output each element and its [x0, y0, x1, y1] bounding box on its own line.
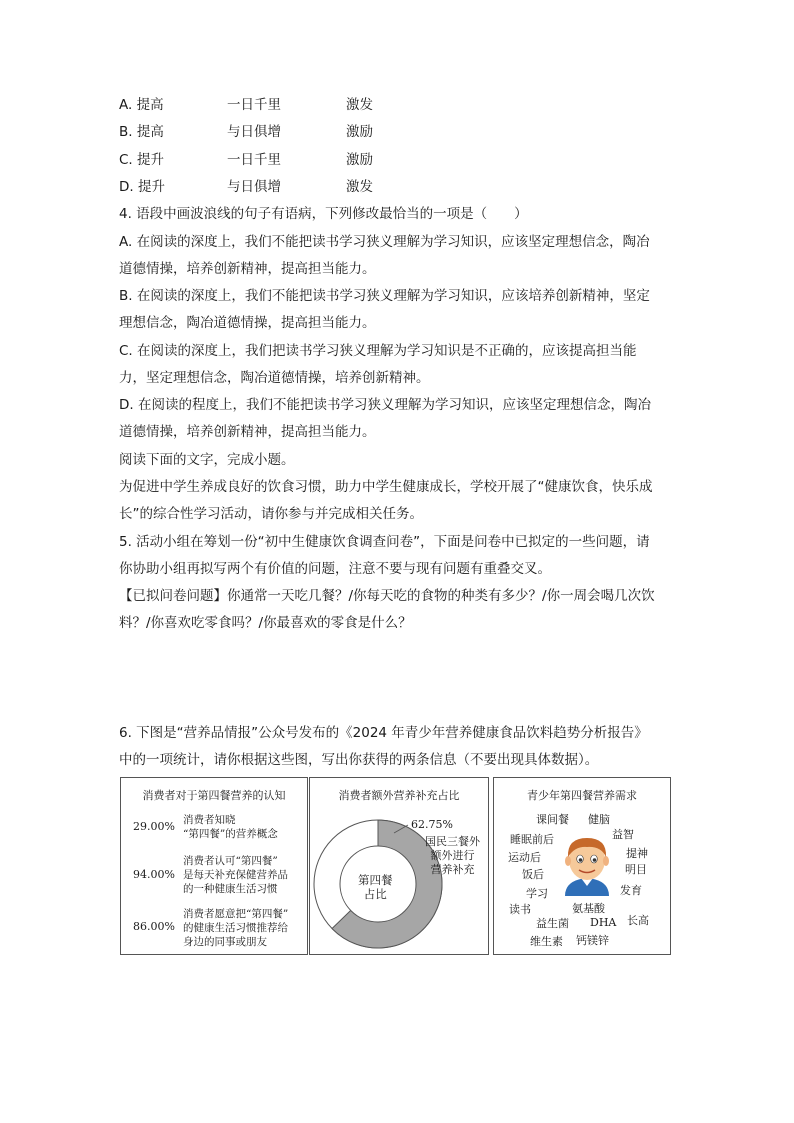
stat-1-value: 29.00% [133, 820, 175, 833]
stat-2-value: 94.00% [133, 868, 175, 881]
word-dha: DHA [590, 916, 617, 929]
figure-awareness-title: 消费者对于第四餐营养的认知 [142, 789, 286, 802]
figure-awareness [120, 777, 308, 955]
word-dushu: 读书 [509, 903, 531, 916]
option-b-w2: 与日俱增 [227, 124, 281, 140]
option-c-w1: C. 提升 [119, 152, 165, 168]
option-a-w1: A. 提高 [119, 97, 164, 113]
word-shuimian: 睡眠前后 [510, 833, 554, 846]
boy-icon [557, 830, 617, 896]
q6-line2: 中的一项统计，请你根据这些图，写出你获得的两条信息（不要出现具体数据）。 [119, 752, 599, 768]
option-c [119, 151, 373, 169]
stat-3-desc: 消费者愿意把“第四餐” 的健康生活习惯推荐给 身边的同事或朋友 [183, 908, 289, 948]
word-jiannao: 健脑 [588, 813, 610, 826]
word-weishengsu: 维生素 [530, 935, 563, 948]
word-yishengjun: 益生菌 [536, 917, 569, 930]
q4-stem: 4. 语段中画波浪线的句子有语病，下列修改最恰当的一项是（ ） [119, 206, 528, 222]
reading-line2: 长”的综合性学习活动，请你参与并完成相关任务。 [119, 506, 423, 522]
word-fanhou: 饭后 [522, 868, 544, 881]
word-zhanggao: 长高 [627, 914, 649, 927]
option-c-w3: 激励 [346, 152, 373, 168]
donut-category-label: 国民三餐外 额外进行 营养补充 [425, 835, 480, 876]
reading-instruction: 阅读下面的文字，完成小题。 [119, 452, 295, 468]
q4-c-line2: 力，坚定理想信念，陶冶道德情操，培养创新精神。 [119, 370, 430, 386]
q4-a-line2: 道德情操，培养创新精神，提高担当能力。 [119, 261, 376, 277]
word-fayu: 发育 [620, 884, 642, 897]
option-b-w1: B. 提高 [119, 124, 164, 140]
option-a-w2: 一日千里 [227, 97, 281, 113]
q5-line3: 【已拟问卷问题】你通常一天吃几餐？/你每天吃的食物的种类有多少？/你一周会喝几次饮 [119, 588, 655, 604]
figure-needs-title: 青少年第四餐营养需求 [527, 789, 637, 802]
word-xuexi: 学习 [526, 887, 548, 900]
option-d [119, 178, 373, 196]
q4-b-line2: 理想信念，陶冶道德情操，提高担当能力。 [119, 315, 376, 331]
option-d-w1: D. 提升 [119, 179, 165, 195]
q4-c-line1: C. 在阅读的深度上，我们把读书学习狭义理解为学习知识是不正确的，应该提高担当能 [119, 343, 637, 359]
word-tishen: 提神 [626, 847, 648, 860]
figure-supplement-title: 消费者额外营养补充占比 [338, 789, 460, 802]
q6-line1: 6. 下图是“营养品情报”公众号发布的《2024 年青少年营养健康食品饮料趋势分析报告》 [119, 725, 648, 741]
option-d-w3: 激发 [346, 179, 373, 195]
q5-line2: 你协助小组再拟写两个有价值的问题，注意不要与现有问题有重叠交叉。 [119, 561, 551, 577]
figure-needs [493, 777, 671, 955]
word-kejiancan: 课间餐 [536, 813, 569, 826]
option-d-w2: 与日俱增 [227, 179, 281, 195]
option-b [119, 123, 373, 141]
q5-line4: 料？/你喜欢吃零食吗？/你最喜欢的零食是什么？ [119, 615, 412, 631]
word-yizhi: 益智 [612, 828, 634, 841]
figure-supplement [309, 777, 489, 955]
q5-line1: 5. 活动小组在筹划一份“初中生健康饮食调查问卷”，下面是问卷中已拟定的一些问题，请 [119, 534, 650, 550]
option-a [119, 96, 373, 114]
stat-2-desc: 消费者认可“第四餐” 是每天补充保健营养品 的一种健康生活习惯 [183, 855, 288, 895]
donut-center-label: 第四餐 占比 [358, 873, 393, 901]
word-mingmu: 明目 [625, 863, 647, 876]
stat-1-desc: 消费者知晓 “第四餐”的营养概念 [183, 814, 278, 840]
q4-a-line1: A. 在阅读的深度上，我们不能把读书学习狭义理解为学习知识，应该坚定理想信念，陶冶 [119, 234, 650, 250]
reading-line1: 为促进中学生养成良好的饮食习惯，助力中学生健康成长，学校开展了“健康饮食，快乐成 [119, 479, 653, 495]
q4-d-line1: D. 在阅读的程度上，我们不能把读书学习狭义理解为学习知识，应该坚定理想信念，陶冶 [119, 397, 651, 413]
option-c-w2: 一日千里 [227, 152, 281, 168]
stat-3-value: 86.00% [133, 920, 175, 933]
word-gaimeixin: 钙镁锌 [576, 934, 609, 947]
option-a-w3: 激发 [346, 97, 373, 113]
option-b-w3: 激励 [346, 124, 373, 140]
q4-d-line2: 道德情操，培养创新精神，提高担当能力。 [119, 424, 376, 440]
word-anjisuan: 氨基酸 [572, 902, 605, 915]
donut-percent-label: 62.75% [411, 818, 453, 831]
word-yundonghou: 运动后 [508, 851, 541, 864]
q4-b-line1: B. 在阅读的深度上，我们不能把读书学习狭义理解为学习知识，应该培养创新精神，坚定 [119, 288, 650, 304]
